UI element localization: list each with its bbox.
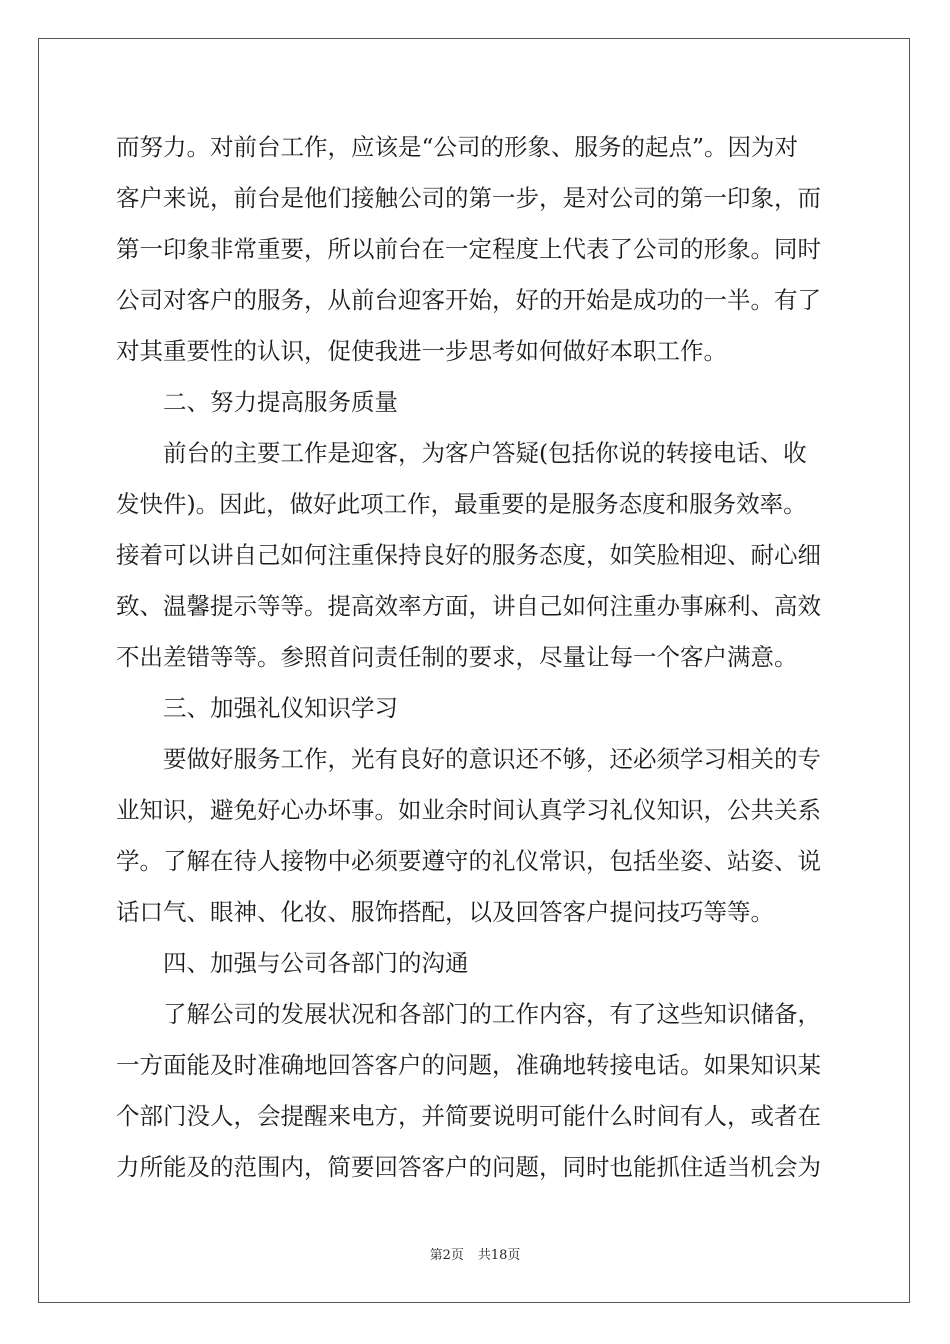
body-line: 接着可以讲自己如何注重保持良好的服务态度，如笑脸相迎、耐心细 [116,541,821,569]
body-line: 公司对客户的服务，从前台迎客开始，好的开始是成功的一半。有了 [116,286,821,314]
section-heading: 四、加强与公司各部门的沟通 [163,949,469,977]
page-number: 第2页 [429,1248,464,1263]
body-line: 一方面能及时准确地回答客户的问题，准确地转接电话。如果知识某 [116,1051,821,1079]
section-heading: 二、努力提高服务质量 [163,388,398,416]
body-line: 了解公司的发展状况和各部门的工作内容，有了这些知识储备， [163,1000,821,1028]
body-line: 发快件)。因此，做好此项工作，最重要的是服务态度和服务效率。 [116,490,807,518]
page-total: 共18页 [477,1248,521,1263]
body-line: 话口气、眼神、化妆、服饰搭配，以及回答客户提问技巧等等。 [116,898,774,926]
body-line: 业知识，避免好心办坏事。如业余时间认真学习礼仪知识，公共关系 [116,796,821,824]
body-line: 对其重要性的认识，促使我进一步思考如何做好本职工作。 [116,337,727,365]
body-line: 前台的主要工作是迎客，为客户答疑(包括你说的转接电话、收 [163,439,807,467]
body-line: 而努力。对前台工作，应该是“公司的形象、服务的起点”。因为对 [116,133,799,161]
body-line: 不出差错等等。参照首问责任制的要求，尽量让每一个客户满意。 [116,643,798,671]
body-line: 学。了解在待人接物中必须要遵守的礼仪常识，包括坐姿、站姿、说 [116,847,821,875]
body-line: 客户来说，前台是他们接触公司的第一步，是对公司的第一印象，而 [116,184,821,212]
body-line: 第一印象非常重要，所以前台在一定程度上代表了公司的形象。同时 [116,235,821,263]
body-line: 要做好服务工作，光有良好的意识还不够，还必须学习相关的专 [163,745,821,773]
body-line: 致、温馨提示等等。提高效率方面，讲自己如何注重办事麻利、高效 [116,592,821,620]
section-heading: 三、加强礼仪知识学习 [163,694,398,722]
body-line: 个部门没人，会提醒来电方，并简要说明可能什么时间有人，或者在 [116,1102,821,1130]
body-line: 力所能及的范围内，简要回答客户的问题，同时也能抓住适当机会为 [116,1153,821,1181]
page-footer [0,1244,950,1263]
